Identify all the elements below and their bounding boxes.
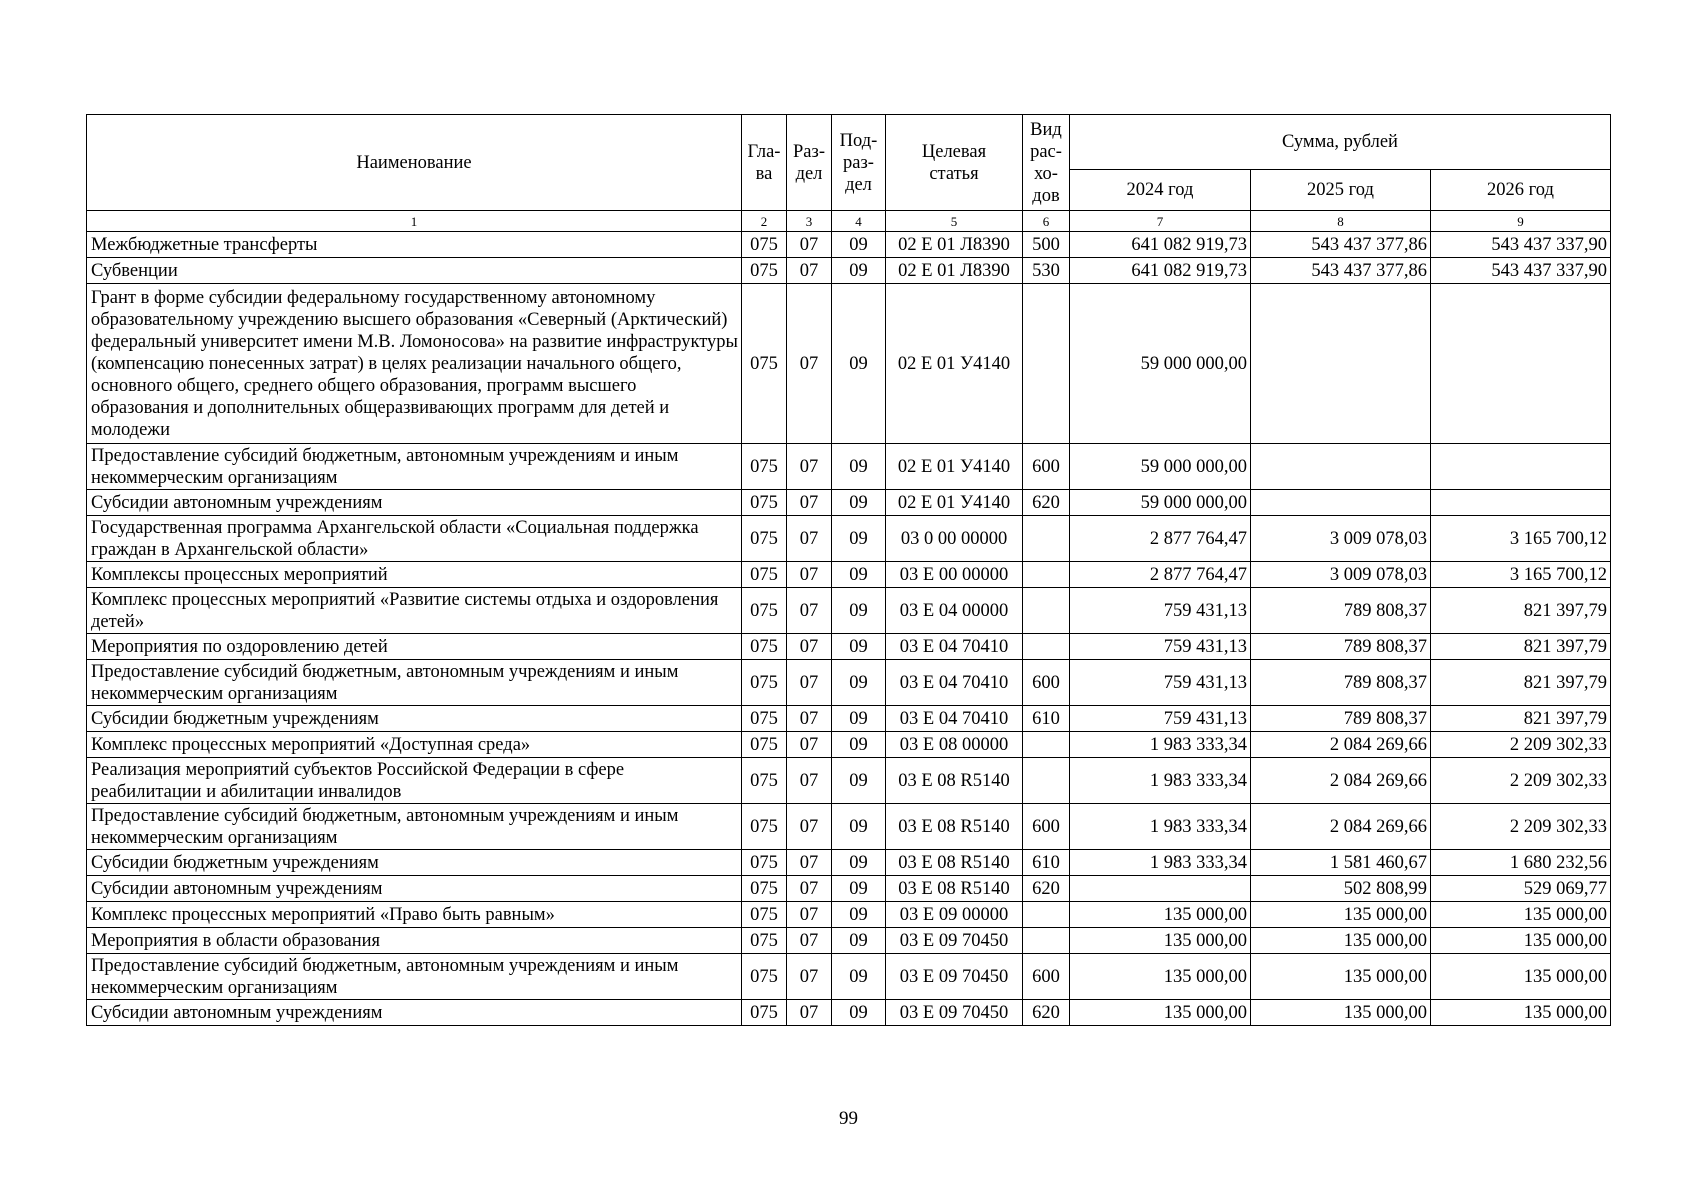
budget-table bbox=[86, 114, 1611, 1026]
row-razdel: 07 bbox=[787, 284, 832, 444]
table-row bbox=[87, 660, 1611, 706]
table-row bbox=[87, 706, 1611, 732]
row-glava: 075 bbox=[742, 706, 787, 732]
row-vid-rashodov bbox=[1023, 516, 1070, 562]
row-amount-2025: 543 437 377,86 bbox=[1251, 232, 1431, 258]
row-celevaya-statya: 03 Е 08 R5140 bbox=[886, 850, 1023, 876]
row-glava: 075 bbox=[742, 928, 787, 954]
row-glava: 075 bbox=[742, 444, 787, 490]
row-celevaya-statya: 03 Е 09 70450 bbox=[886, 1000, 1023, 1026]
table-row bbox=[87, 232, 1611, 258]
row-name: Комплексы процессных мероприятий bbox=[87, 562, 742, 588]
row-podrazdel: 09 bbox=[832, 1000, 886, 1026]
row-vid-rashodov bbox=[1023, 562, 1070, 588]
table-row bbox=[87, 588, 1611, 634]
row-podrazdel: 09 bbox=[832, 876, 886, 902]
row-podrazdel: 09 bbox=[832, 490, 886, 516]
row-glava: 075 bbox=[742, 804, 787, 850]
page-number: 99 bbox=[839, 1108, 858, 1129]
row-amount-2026: 821 397,79 bbox=[1431, 588, 1611, 634]
table-row bbox=[87, 902, 1611, 928]
row-amount-2024: 59 000 000,00 bbox=[1070, 490, 1251, 516]
row-glava: 075 bbox=[742, 1000, 787, 1026]
row-name: Реализация мероприятий субъектов Российской Федерации в сфере реабилитации и абилитации инвалидов bbox=[87, 758, 742, 804]
row-amount-2026 bbox=[1431, 490, 1611, 516]
row-razdel: 07 bbox=[787, 876, 832, 902]
row-vid-rashodov bbox=[1023, 902, 1070, 928]
table-row bbox=[87, 516, 1611, 562]
row-name: Предоставление субсидий бюджетным, автономным учреждениям и иным некоммерческим организациям bbox=[87, 444, 742, 490]
row-vid-rashodov: 600 bbox=[1023, 804, 1070, 850]
row-name: Мероприятия в области образования bbox=[87, 928, 742, 954]
row-celevaya-statya: 03 Е 08 R5140 bbox=[886, 804, 1023, 850]
row-glava: 075 bbox=[742, 284, 787, 444]
row-name: Субсидии автономным учреждениям bbox=[87, 490, 742, 516]
row-razdel: 07 bbox=[787, 516, 832, 562]
row-podrazdel: 09 bbox=[832, 634, 886, 660]
row-amount-2026: 2 209 302,33 bbox=[1431, 804, 1611, 850]
header-vid-rashodov-text: Вид рас- хо- дов bbox=[1030, 119, 1062, 206]
row-amount-2026: 821 397,79 bbox=[1431, 634, 1611, 660]
row-name: Субсидии автономным учреждениям bbox=[87, 876, 742, 902]
row-amount-2025: 135 000,00 bbox=[1251, 1000, 1431, 1026]
row-amount-2025: 2 084 269,66 bbox=[1251, 732, 1431, 758]
row-name: Мероприятия по оздоровлению детей bbox=[87, 634, 742, 660]
header-celevaya-statya-text: Целевая статья bbox=[921, 141, 987, 184]
row-vid-rashodov: 620 bbox=[1023, 876, 1070, 902]
row-vid-rashodov: 530 bbox=[1023, 258, 1070, 284]
row-celevaya-statya: 03 Е 04 70410 bbox=[886, 706, 1023, 732]
row-amount-2024: 135 000,00 bbox=[1070, 954, 1251, 1000]
row-amount-2026: 821 397,79 bbox=[1431, 706, 1611, 732]
row-razdel: 07 bbox=[787, 758, 832, 804]
table-row bbox=[87, 490, 1611, 516]
table-row bbox=[87, 928, 1611, 954]
row-vid-rashodov bbox=[1023, 588, 1070, 634]
row-amount-2026 bbox=[1431, 284, 1611, 444]
row-razdel: 07 bbox=[787, 706, 832, 732]
header-name: Наименование bbox=[87, 115, 742, 211]
row-vid-rashodov: 600 bbox=[1023, 660, 1070, 706]
row-podrazdel: 09 bbox=[832, 706, 886, 732]
row-celevaya-statya: 03 Е 08 R5140 bbox=[886, 876, 1023, 902]
row-amount-2025 bbox=[1251, 444, 1431, 490]
table-row bbox=[87, 284, 1611, 444]
column-number: 4 bbox=[832, 211, 886, 232]
row-celevaya-statya: 03 Е 04 70410 bbox=[886, 660, 1023, 706]
row-podrazdel: 09 bbox=[832, 732, 886, 758]
row-glava: 075 bbox=[742, 850, 787, 876]
row-glava: 075 bbox=[742, 562, 787, 588]
row-razdel: 07 bbox=[787, 562, 832, 588]
row-celevaya-statya: 03 Е 09 00000 bbox=[886, 902, 1023, 928]
row-vid-rashodov: 620 bbox=[1023, 1000, 1070, 1026]
row-razdel: 07 bbox=[787, 588, 832, 634]
row-amount-2026: 821 397,79 bbox=[1431, 660, 1611, 706]
row-amount-2024: 1 983 333,34 bbox=[1070, 732, 1251, 758]
row-glava: 075 bbox=[742, 634, 787, 660]
row-podrazdel: 09 bbox=[832, 850, 886, 876]
row-amount-2024: 59 000 000,00 bbox=[1070, 444, 1251, 490]
row-razdel: 07 bbox=[787, 634, 832, 660]
row-amount-2026 bbox=[1431, 444, 1611, 490]
row-amount-2024: 759 431,13 bbox=[1070, 660, 1251, 706]
header-podrazdel-text: Под- раз- дел bbox=[839, 130, 878, 195]
row-podrazdel: 09 bbox=[832, 588, 886, 634]
row-glava: 075 bbox=[742, 758, 787, 804]
row-amount-2026: 2 209 302,33 bbox=[1431, 758, 1611, 804]
row-vid-rashodov: 610 bbox=[1023, 850, 1070, 876]
header-vid-rashodov bbox=[1023, 115, 1070, 211]
table-row bbox=[87, 258, 1611, 284]
table-row bbox=[87, 634, 1611, 660]
row-name: Субсидии бюджетным учреждениям bbox=[87, 706, 742, 732]
row-glava: 075 bbox=[742, 954, 787, 1000]
header-razdel-text: Раз- дел bbox=[793, 141, 825, 184]
row-celevaya-statya: 03 Е 00 00000 bbox=[886, 562, 1023, 588]
row-amount-2026: 1 680 232,56 bbox=[1431, 850, 1611, 876]
table-row bbox=[87, 562, 1611, 588]
header-summa: Сумма, рублей bbox=[1070, 115, 1611, 170]
row-name: Предоставление субсидий бюджетным, автономным учреждениям и иным некоммерческим организациям bbox=[87, 660, 742, 706]
table-row bbox=[87, 954, 1611, 1000]
row-amount-2024: 1 983 333,34 bbox=[1070, 850, 1251, 876]
row-amount-2024: 59 000 000,00 bbox=[1070, 284, 1251, 444]
column-number: 8 bbox=[1251, 211, 1431, 232]
row-podrazdel: 09 bbox=[832, 928, 886, 954]
row-name: Предоставление субсидий бюджетным, автономным учреждениям и иным некоммерческим организациям bbox=[87, 954, 742, 1000]
row-amount-2025 bbox=[1251, 490, 1431, 516]
row-amount-2024: 135 000,00 bbox=[1070, 928, 1251, 954]
row-podrazdel: 09 bbox=[832, 660, 886, 706]
row-glava: 075 bbox=[742, 588, 787, 634]
header-celevaya-statya bbox=[886, 115, 1023, 211]
row-amount-2026: 543 437 337,90 bbox=[1431, 232, 1611, 258]
column-number: 7 bbox=[1070, 211, 1251, 232]
row-amount-2024 bbox=[1070, 876, 1251, 902]
header-year-2024: 2024 год bbox=[1070, 170, 1251, 211]
column-number: 2 bbox=[742, 211, 787, 232]
row-razdel: 07 bbox=[787, 1000, 832, 1026]
row-name: Комплекс процессных мероприятий «Право быть равным» bbox=[87, 902, 742, 928]
row-amount-2025: 2 084 269,66 bbox=[1251, 758, 1431, 804]
row-amount-2024: 2 877 764,47 bbox=[1070, 562, 1251, 588]
row-podrazdel: 09 bbox=[832, 232, 886, 258]
row-razdel: 07 bbox=[787, 928, 832, 954]
row-name: Межбюджетные трансферты bbox=[87, 232, 742, 258]
row-name: Субвенции bbox=[87, 258, 742, 284]
row-name: Комплекс процессных мероприятий «Развитие системы отдыха и оздоровления детей» bbox=[87, 588, 742, 634]
row-razdel: 07 bbox=[787, 954, 832, 1000]
row-celevaya-statya: 02 Е 01 У4140 bbox=[886, 444, 1023, 490]
row-name: Государственная программа Архангельской области «Социальная поддержка граждан в Архангельской области» bbox=[87, 516, 742, 562]
row-celevaya-statya: 03 0 00 00000 bbox=[886, 516, 1023, 562]
row-celevaya-statya: 03 Е 08 00000 bbox=[886, 732, 1023, 758]
row-glava: 075 bbox=[742, 876, 787, 902]
row-vid-rashodov: 620 bbox=[1023, 490, 1070, 516]
row-razdel: 07 bbox=[787, 258, 832, 284]
row-razdel: 07 bbox=[787, 232, 832, 258]
row-name: Субсидии бюджетным учреждениям bbox=[87, 850, 742, 876]
row-glava: 075 bbox=[742, 232, 787, 258]
row-amount-2025: 789 808,37 bbox=[1251, 634, 1431, 660]
row-name: Субсидии автономным учреждениям bbox=[87, 1000, 742, 1026]
header-glava-text: Гла- ва bbox=[747, 141, 781, 184]
row-amount-2024: 759 431,13 bbox=[1070, 588, 1251, 634]
row-celevaya-statya: 02 Е 01 У4140 bbox=[886, 284, 1023, 444]
row-glava: 075 bbox=[742, 902, 787, 928]
row-glava: 075 bbox=[742, 490, 787, 516]
row-podrazdel: 09 bbox=[832, 516, 886, 562]
row-amount-2024: 759 431,13 bbox=[1070, 706, 1251, 732]
row-amount-2026: 529 069,77 bbox=[1431, 876, 1611, 902]
row-amount-2024: 1 983 333,34 bbox=[1070, 758, 1251, 804]
column-number: 5 bbox=[886, 211, 1023, 232]
table-row bbox=[87, 1000, 1611, 1026]
row-razdel: 07 bbox=[787, 444, 832, 490]
table-row bbox=[87, 850, 1611, 876]
row-amount-2026: 135 000,00 bbox=[1431, 954, 1611, 1000]
column-numbers-row bbox=[87, 211, 1611, 232]
row-amount-2025: 135 000,00 bbox=[1251, 928, 1431, 954]
row-vid-rashodov bbox=[1023, 758, 1070, 804]
row-amount-2026: 135 000,00 bbox=[1431, 1000, 1611, 1026]
row-amount-2024: 135 000,00 bbox=[1070, 902, 1251, 928]
row-celevaya-statya: 03 Е 09 70450 bbox=[886, 928, 1023, 954]
row-vid-rashodov: 600 bbox=[1023, 444, 1070, 490]
row-celevaya-statya: 03 Е 04 70410 bbox=[886, 634, 1023, 660]
row-razdel: 07 bbox=[787, 804, 832, 850]
row-amount-2025: 3 009 078,03 bbox=[1251, 562, 1431, 588]
column-number: 9 bbox=[1431, 211, 1611, 232]
row-celevaya-statya: 02 Е 01 Л8390 bbox=[886, 232, 1023, 258]
row-name: Предоставление субсидий бюджетным, автономным учреждениям и иным некоммерческим организациям bbox=[87, 804, 742, 850]
row-amount-2026: 3 165 700,12 bbox=[1431, 562, 1611, 588]
row-celevaya-statya: 03 Е 09 70450 bbox=[886, 954, 1023, 1000]
row-amount-2025: 543 437 377,86 bbox=[1251, 258, 1431, 284]
row-amount-2024: 2 877 764,47 bbox=[1070, 516, 1251, 562]
header-razdel bbox=[787, 115, 832, 211]
row-amount-2024: 135 000,00 bbox=[1070, 1000, 1251, 1026]
row-razdel: 07 bbox=[787, 850, 832, 876]
row-podrazdel: 09 bbox=[832, 284, 886, 444]
row-glava: 075 bbox=[742, 660, 787, 706]
row-vid-rashodov bbox=[1023, 928, 1070, 954]
row-amount-2025: 789 808,37 bbox=[1251, 706, 1431, 732]
row-podrazdel: 09 bbox=[832, 804, 886, 850]
row-vid-rashodov: 600 bbox=[1023, 954, 1070, 1000]
row-amount-2026: 543 437 337,90 bbox=[1431, 258, 1611, 284]
row-amount-2024: 641 082 919,73 bbox=[1070, 232, 1251, 258]
row-glava: 075 bbox=[742, 732, 787, 758]
row-amount-2026: 135 000,00 bbox=[1431, 928, 1611, 954]
row-vid-rashodov bbox=[1023, 732, 1070, 758]
table-row bbox=[87, 758, 1611, 804]
row-celevaya-statya: 03 Е 04 00000 bbox=[886, 588, 1023, 634]
row-amount-2025 bbox=[1251, 284, 1431, 444]
row-amount-2026: 2 209 302,33 bbox=[1431, 732, 1611, 758]
row-podrazdel: 09 bbox=[832, 902, 886, 928]
table-row bbox=[87, 732, 1611, 758]
row-amount-2024: 759 431,13 bbox=[1070, 634, 1251, 660]
row-glava: 075 bbox=[742, 516, 787, 562]
table-row bbox=[87, 804, 1611, 850]
header-year-2025: 2025 год bbox=[1251, 170, 1431, 211]
row-podrazdel: 09 bbox=[832, 444, 886, 490]
row-amount-2025: 502 808,99 bbox=[1251, 876, 1431, 902]
row-amount-2024: 641 082 919,73 bbox=[1070, 258, 1251, 284]
row-amount-2025: 135 000,00 bbox=[1251, 902, 1431, 928]
row-razdel: 07 bbox=[787, 660, 832, 706]
column-number: 3 bbox=[787, 211, 832, 232]
table-row bbox=[87, 444, 1611, 490]
row-vid-rashodov bbox=[1023, 634, 1070, 660]
row-razdel: 07 bbox=[787, 490, 832, 516]
header-year-2026: 2026 год bbox=[1431, 170, 1611, 211]
row-amount-2025: 2 084 269,66 bbox=[1251, 804, 1431, 850]
row-amount-2025: 789 808,37 bbox=[1251, 588, 1431, 634]
row-vid-rashodov: 500 bbox=[1023, 232, 1070, 258]
row-podrazdel: 09 bbox=[832, 758, 886, 804]
row-celevaya-statya: 02 Е 01 У4140 bbox=[886, 490, 1023, 516]
row-vid-rashodov: 610 bbox=[1023, 706, 1070, 732]
row-razdel: 07 bbox=[787, 902, 832, 928]
row-vid-rashodov bbox=[1023, 284, 1070, 444]
row-amount-2025: 135 000,00 bbox=[1251, 954, 1431, 1000]
table-row bbox=[87, 876, 1611, 902]
row-podrazdel: 09 bbox=[832, 258, 886, 284]
row-celevaya-statya: 03 Е 08 R5140 bbox=[886, 758, 1023, 804]
row-podrazdel: 09 bbox=[832, 562, 886, 588]
header-podrazdel bbox=[832, 115, 886, 211]
column-number: 6 bbox=[1023, 211, 1070, 232]
column-number: 1 bbox=[87, 211, 742, 232]
row-name: Грант в форме субсидии федеральному государственному автономному образовательному учреждению высшего образования «Северный (Арктический) федеральный университет имени М.В. Ломоносова» на развитие инфраструктуры (компенсацию понесенных затрат) в целях реализации начального общего, основного общего, среднего общего образования, программ высшего образования и дополнительных общеразвивающих программ для детей и молодежи bbox=[87, 284, 742, 444]
row-amount-2026: 135 000,00 bbox=[1431, 902, 1611, 928]
header-glava bbox=[742, 115, 787, 211]
row-name: Комплекс процессных мероприятий «Доступная среда» bbox=[87, 732, 742, 758]
row-amount-2026: 3 165 700,12 bbox=[1431, 516, 1611, 562]
row-razdel: 07 bbox=[787, 732, 832, 758]
row-amount-2024: 1 983 333,34 bbox=[1070, 804, 1251, 850]
row-glava: 075 bbox=[742, 258, 787, 284]
row-amount-2025: 1 581 460,67 bbox=[1251, 850, 1431, 876]
row-amount-2025: 789 808,37 bbox=[1251, 660, 1431, 706]
row-podrazdel: 09 bbox=[832, 954, 886, 1000]
row-celevaya-statya: 02 Е 01 Л8390 bbox=[886, 258, 1023, 284]
row-amount-2025: 3 009 078,03 bbox=[1251, 516, 1431, 562]
